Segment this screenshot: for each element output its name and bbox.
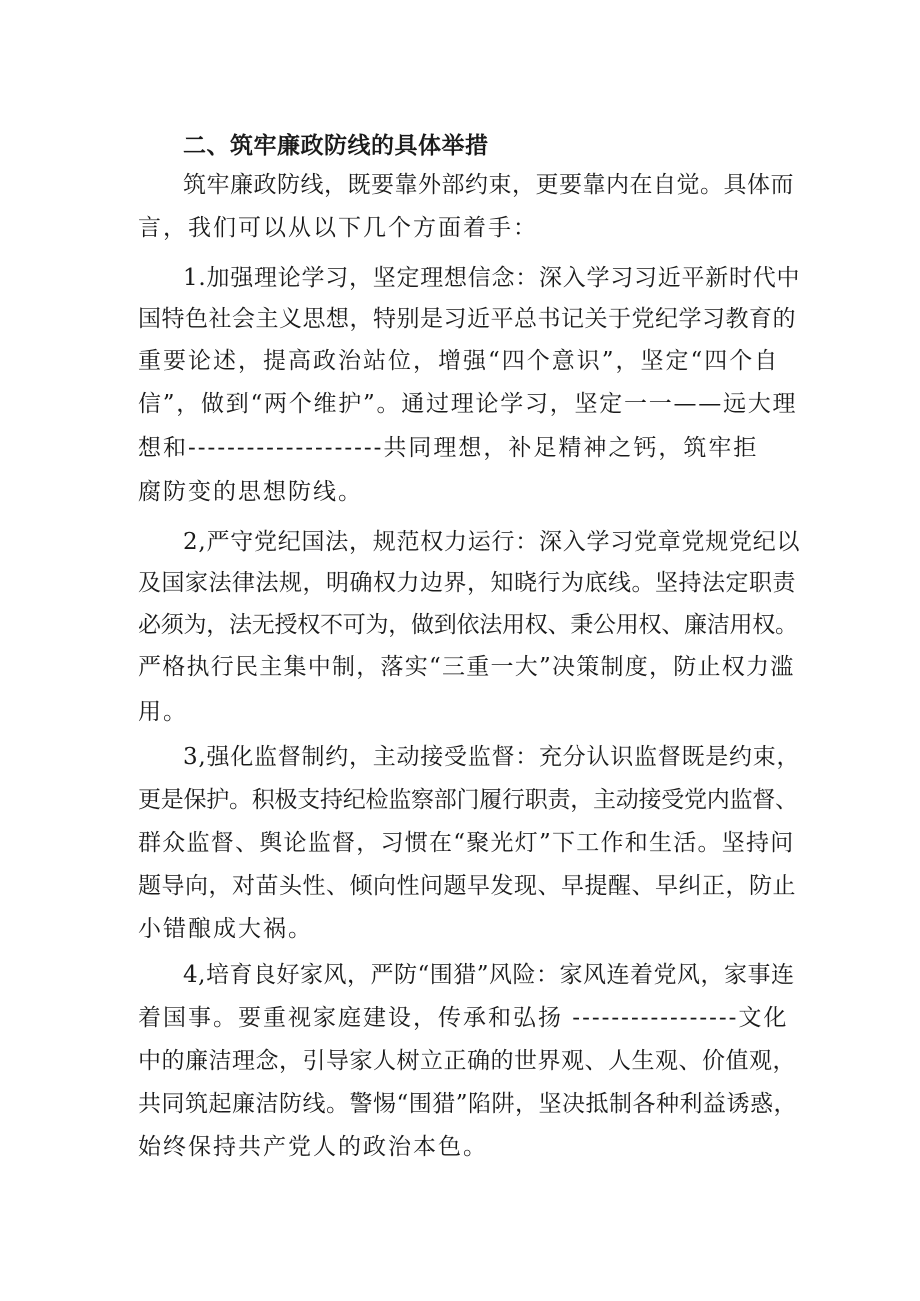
intro-line-1: 筑牢廉政防线，既要靠外部约束，更要靠内在自觉。具体而 (183, 172, 794, 198)
item2-line-4: 严格执行民主集中制，落实“三重一大”决策制度，防止权力滥 (138, 654, 795, 680)
item2-line-5: 用。 (138, 699, 188, 725)
section-heading: 二、筑牢廉政防线的具体举措 (183, 133, 489, 159)
item3-line-2: 更是保护。积极支持纪检监察部门履行职责，主动接受党内监督、 (138, 787, 798, 813)
item4-line-2: 着国事。要重视家庭建设，传承和弘扬 -----------------文化 (138, 1005, 789, 1031)
item2-line-1: 2,严守党纪国法，规范权力运行：深入学习党章党规党纪以 (183, 529, 801, 555)
item4-line-5: 始终保持共产党人的政治本色。 (138, 1134, 488, 1160)
item3-line-3: 群众监督、舆论监督，习惯在“聚光灯”下工作和生活。坚持问 (138, 830, 795, 856)
item3-line-4: 题导向，对苗头性、倾向性问题早发现、早提醒、早纠正，防止 (138, 873, 796, 899)
item1-line-6: 腐防变的思想防线。 (138, 479, 363, 505)
item1-line-3: 重要论述，提高政治站位，增强“四个意识”，坚定“四个自 (138, 348, 780, 374)
item1-line-1: 1.加强理论学习，坚定理想信念：深入学习习近平新时代中 (183, 265, 801, 291)
item2-line-3: 必须为，法无授权不可为，做到依法用权、秉公用权、廉洁用权。 (138, 612, 798, 638)
item4-line-3: 中的廉洁理念，引导家人树立正确的世界观、人生观、价值观， (138, 1048, 796, 1074)
item4-line-4: 共同筑起廉洁防线。警惕“围猎”陷阱，坚决抵制各种利益诱惑， (138, 1091, 798, 1117)
item1-line-5: 想和--------------------共同理想，补足精神之钙，筑牢拒 (138, 435, 759, 461)
item3-line-1: 3,强化监督制约，主动接受监督：充分认识监督既是约束， (183, 744, 801, 770)
item4-line-1: 4,培育良好家风，严防“围猎”风险：家风连着党风，家事连 (183, 962, 795, 988)
item1-line-2: 国特色社会主义思想，特别是习近平总书记关于党纪学习教育的 (138, 306, 796, 332)
intro-line-2: 言，我们可以从以下几个方面着手： (138, 215, 538, 241)
item2-line-2: 及国家法律法规，明确权力边界，知晓行为底线。坚持法定职责 (138, 570, 796, 596)
item1-line-4: 信”，做到“两个维护”。通过理论学习，坚定一一——远大理 (138, 391, 798, 417)
item3-line-5: 小错酿成大祸。 (138, 916, 313, 942)
